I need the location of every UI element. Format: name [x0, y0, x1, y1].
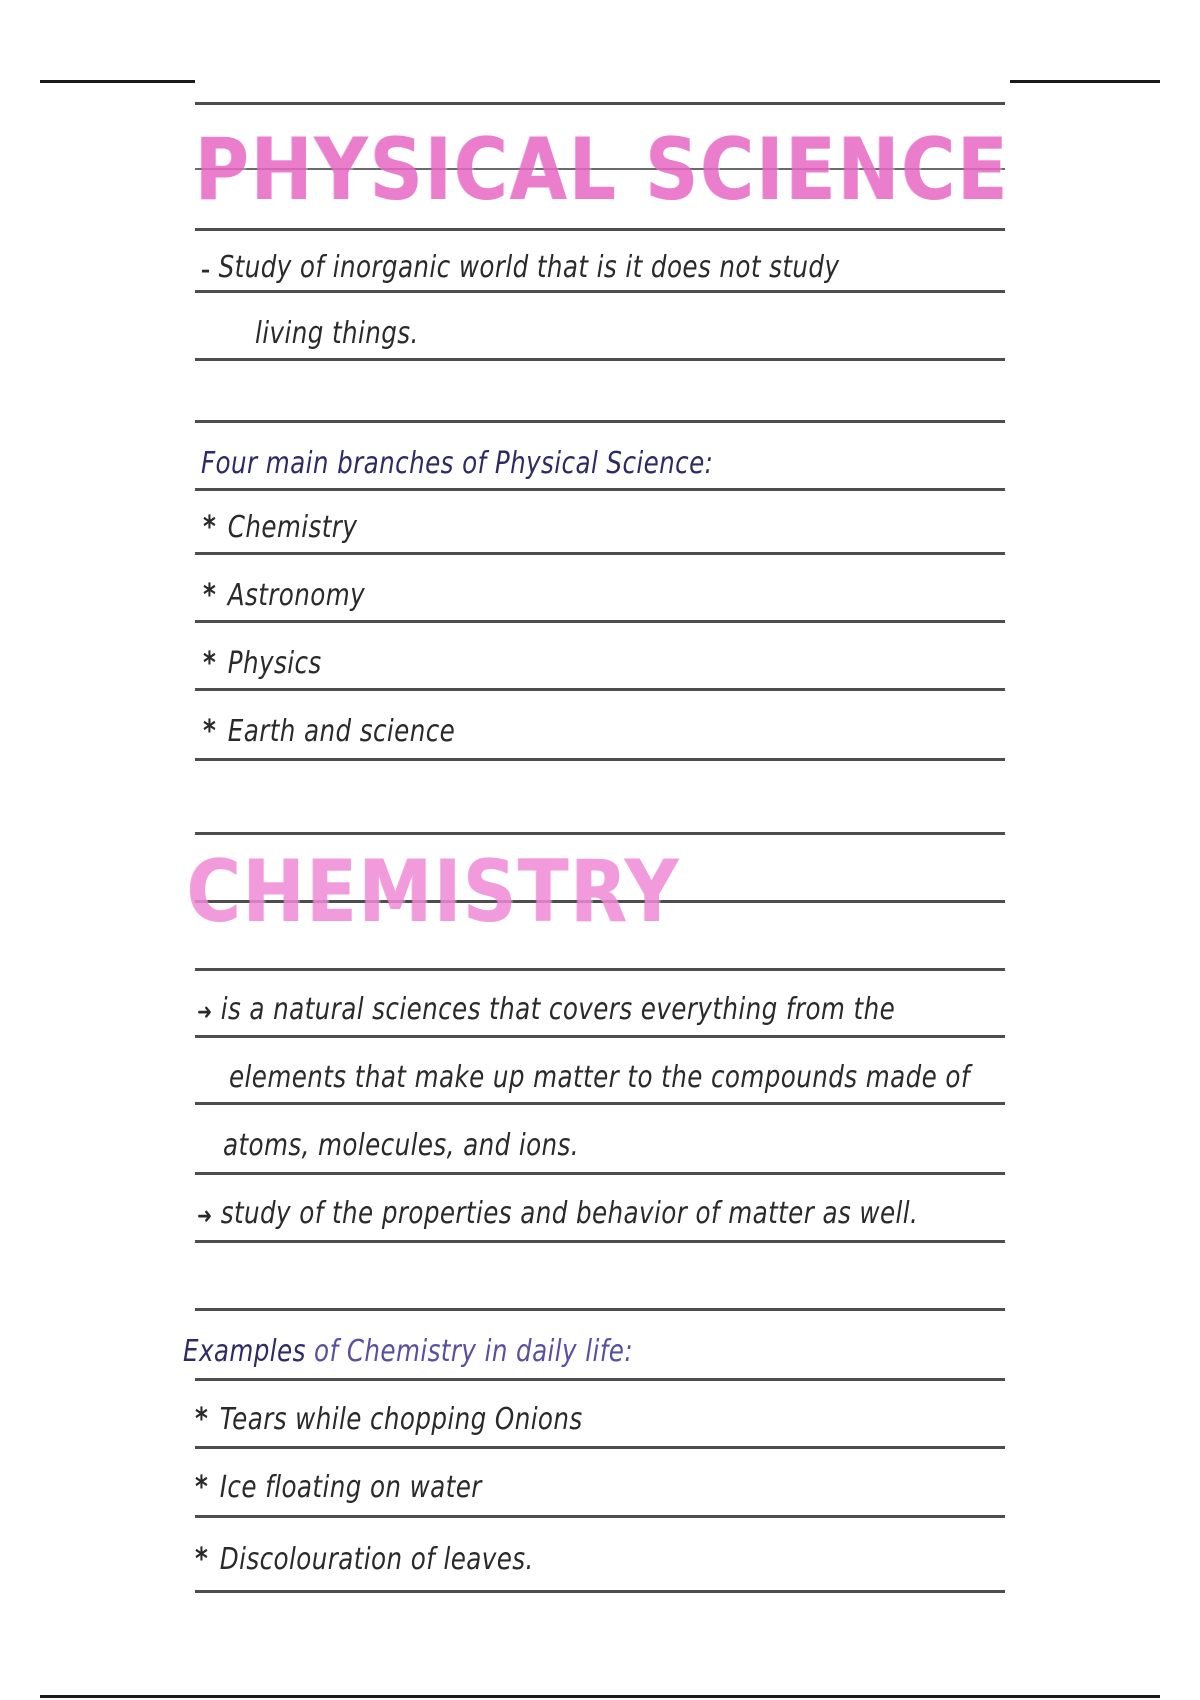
notebook-page [183, 90, 1010, 1650]
frame-line-bottom [40, 1695, 1160, 1698]
star-bullet-icon: * [203, 714, 217, 749]
example-tears: Tears while chopping Onions [219, 1402, 583, 1437]
star-bullet-icon: * [195, 1470, 209, 1505]
physical-science-title: PHYSICAL SCIENCE [195, 120, 1010, 220]
chemistry-point-2 [197, 1196, 918, 1231]
list-item [203, 510, 357, 545]
arrow-bullet-icon: ➜ [197, 1204, 213, 1229]
examples-word: Examples [183, 1334, 306, 1369]
star-bullet-icon: * [203, 578, 217, 613]
ruled-line [195, 968, 1005, 971]
ruled-line [195, 620, 1005, 623]
ruled-line [195, 832, 1005, 835]
ruled-line [195, 1172, 1005, 1175]
ruled-line [195, 552, 1005, 555]
list-item [195, 1542, 534, 1577]
frame-line-top-left [40, 80, 195, 83]
chemistry-point-1-line-2: elements that make up matter to the compounds made of [229, 1060, 970, 1095]
list-item [195, 1402, 583, 1437]
examples-heading [183, 1334, 633, 1369]
list-item [203, 646, 322, 681]
ruled-line [195, 1446, 1005, 1449]
ruled-line [195, 1308, 1005, 1311]
examples-heading-rest: of Chemistry in daily life: [314, 1334, 634, 1369]
star-bullet-icon: * [195, 1402, 209, 1437]
branch-earth-science: Earth and science [227, 714, 456, 749]
example-ice: Ice floating on water [219, 1470, 482, 1505]
branches-heading: Four main branches of Physical Science: [201, 446, 714, 481]
ruled-line [195, 1378, 1005, 1381]
ruled-line [195, 102, 1005, 105]
chemistry-point-1-line-1 [197, 992, 895, 1027]
definition-line-1 [201, 250, 839, 285]
list-item [195, 1470, 482, 1505]
ruled-line [195, 420, 1005, 423]
dash-marker: – [201, 258, 211, 283]
chemistry-title: CHEMISTRY [187, 842, 681, 942]
ruled-line [195, 1240, 1005, 1243]
list-item [203, 578, 365, 613]
ruled-line [195, 1590, 1005, 1593]
branch-astronomy: Astronomy [227, 578, 366, 613]
ruled-line [195, 1515, 1005, 1518]
chemistry-point-1-line-3: atoms, molecules, and ions. [223, 1128, 580, 1163]
point-1-text-1: is a natural sciences that covers everything from the [220, 992, 896, 1027]
branch-chemistry: Chemistry [227, 510, 358, 545]
star-bullet-icon: * [195, 1542, 209, 1577]
ruled-line [195, 228, 1005, 231]
star-bullet-icon: * [203, 646, 217, 681]
ruled-line [195, 1102, 1005, 1105]
arrow-bullet-icon: ➜ [197, 1000, 213, 1025]
ruled-line [195, 488, 1005, 491]
ruled-line [195, 358, 1005, 361]
branch-physics: Physics [227, 646, 322, 681]
definition-text-1: Study of inorganic world that is it does not study [218, 250, 840, 285]
ruled-line [195, 688, 1005, 691]
definition-line-2: living things. [255, 316, 419, 351]
ruled-line [195, 758, 1005, 761]
point-2-text: study of the properties and behavior of matter as well. [220, 1196, 919, 1231]
star-bullet-icon: * [203, 510, 217, 545]
ruled-line [195, 1035, 1005, 1038]
list-item [203, 714, 455, 749]
ruled-line [195, 290, 1005, 293]
example-leaves: Discolouration of leaves. [219, 1542, 534, 1577]
frame-line-top-right [1010, 80, 1160, 83]
